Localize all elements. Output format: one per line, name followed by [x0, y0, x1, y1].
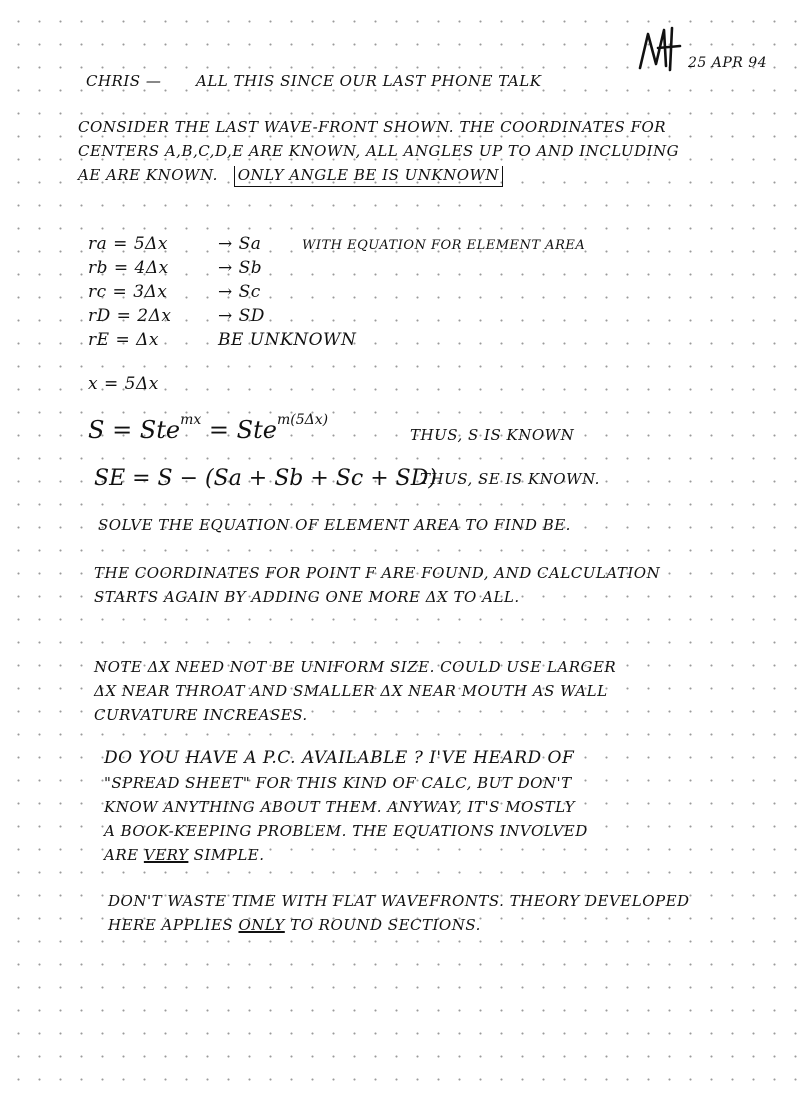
- radius-a: [88, 234, 586, 254]
- radius-e-rhs: ΒE UNKNOWN: [218, 330, 357, 350]
- s-equation: [88, 412, 329, 444]
- para6-line1: DON'T WASTE TIME WITH FLAT WAVEFRONTS. THEORY DEVELOPED: [108, 892, 690, 910]
- para5-line3: KNOW ANYTHING ABOUT THEM. ANYWAY, IT'S MOSTLY: [104, 798, 576, 816]
- radius-e: [88, 330, 357, 350]
- para5-line2: "SPREAD SHEET" FOR THIS KIND OF CALC, BUT DON'T: [104, 774, 572, 792]
- para1-line3-start: ΑE ARE KNOWN.: [78, 166, 218, 184]
- para1-line2: CENTERS A,B,C,D,E ARE KNOWN, ALL ANGLES UP TO AND INCLUDING: [78, 142, 680, 160]
- radius-a-note: WITH EQUATION FOR ELEMENT AREA: [302, 238, 586, 253]
- intro-line: ALL THIS SINCE OUR LAST PHONE TALK: [196, 72, 542, 90]
- para3-line2: STARTS AGAIN BY ADDING ONE MORE ΔX TO ALL.: [94, 588, 520, 606]
- para5-line5: [104, 848, 265, 863]
- radius-b-rhs: → Sb: [218, 258, 263, 278]
- se-known-note: THUS, SE IS KNOWN.: [420, 470, 600, 488]
- x-definition: x = 5Δx: [88, 374, 159, 394]
- radius-a-rhs: → Sa: [218, 234, 262, 254]
- para4-line1: NOTE ΔX NEED NOT BE UNIFORM SIZE. COULD USE LARGER: [94, 658, 617, 676]
- para6-emphasis-only: ONLY: [238, 916, 285, 934]
- radius-d-rhs: → SD: [218, 306, 265, 326]
- para5-line4: A BOOK-KEEPING PROBLEM. THE EQUATIONS INVOLVED: [104, 822, 588, 840]
- para2-line1: SOLVE THE EQUATION OF ELEMENT AREA TO FIND ΒE.: [98, 516, 571, 534]
- para6-line2-start: HERE APPLIES: [108, 916, 234, 934]
- letter-date: 25 APR 94: [688, 55, 768, 71]
- para1-boxed-phrase: ONLY ANGLE ΒE IS UNKNOWN: [234, 166, 503, 187]
- greeting: CHRIS —: [86, 72, 162, 90]
- s-equation-exp2: m(5Δx): [276, 412, 329, 428]
- s-equation-base: S = Ste: [88, 416, 181, 444]
- radius-c: [88, 282, 261, 302]
- para5-line5-end: SIMPLE.: [193, 846, 265, 864]
- radius-b: [88, 258, 263, 278]
- para5-line1: DO YOU HAVE A P.C. AVAILABLE ? I'VE HEARD OF: [104, 748, 575, 768]
- para4-line2: ΔX NEAR THROAT AND SMALLER ΔX NEAR MOUTH AS WALL: [94, 682, 608, 700]
- radius-d-lhs: rD = 2Δx: [88, 306, 172, 326]
- para5-line5-start: ARE: [104, 846, 139, 864]
- radius-e-lhs: rE = Δx: [88, 330, 159, 350]
- s-equation-exp1: mx: [180, 412, 202, 428]
- para1-line3: [78, 168, 503, 183]
- radius-b-lhs: rb = 4Δx: [88, 258, 169, 278]
- s-known-note: THUS, S IS KNOWN: [410, 426, 575, 444]
- para1-line1: CONSIDER THE LAST WAVE-FRONT SHOWN. THE COORDINATES FOR: [78, 118, 667, 136]
- para6-line2: [108, 918, 481, 933]
- para6-line2-end: TO ROUND SECTIONS.: [290, 916, 481, 934]
- para3-line1: THE COORDINATES FOR POINT F ARE FOUND, AND CALCULATION: [94, 564, 661, 582]
- radius-d: [88, 306, 265, 326]
- para4-line3: CURVATURE INCREASES.: [94, 706, 308, 724]
- signature-initials: [636, 24, 686, 74]
- para5-emphasis-very: VERY: [143, 846, 189, 864]
- se-equation: SE = S − (Sa + Sb + Sc + SD): [94, 466, 437, 491]
- radius-a-lhs: ra = 5Δx: [88, 234, 168, 254]
- radius-c-lhs: rc = 3Δx: [88, 282, 168, 302]
- radius-c-rhs: → Sc: [218, 282, 261, 302]
- s-equation-mid: = Ste: [208, 416, 277, 444]
